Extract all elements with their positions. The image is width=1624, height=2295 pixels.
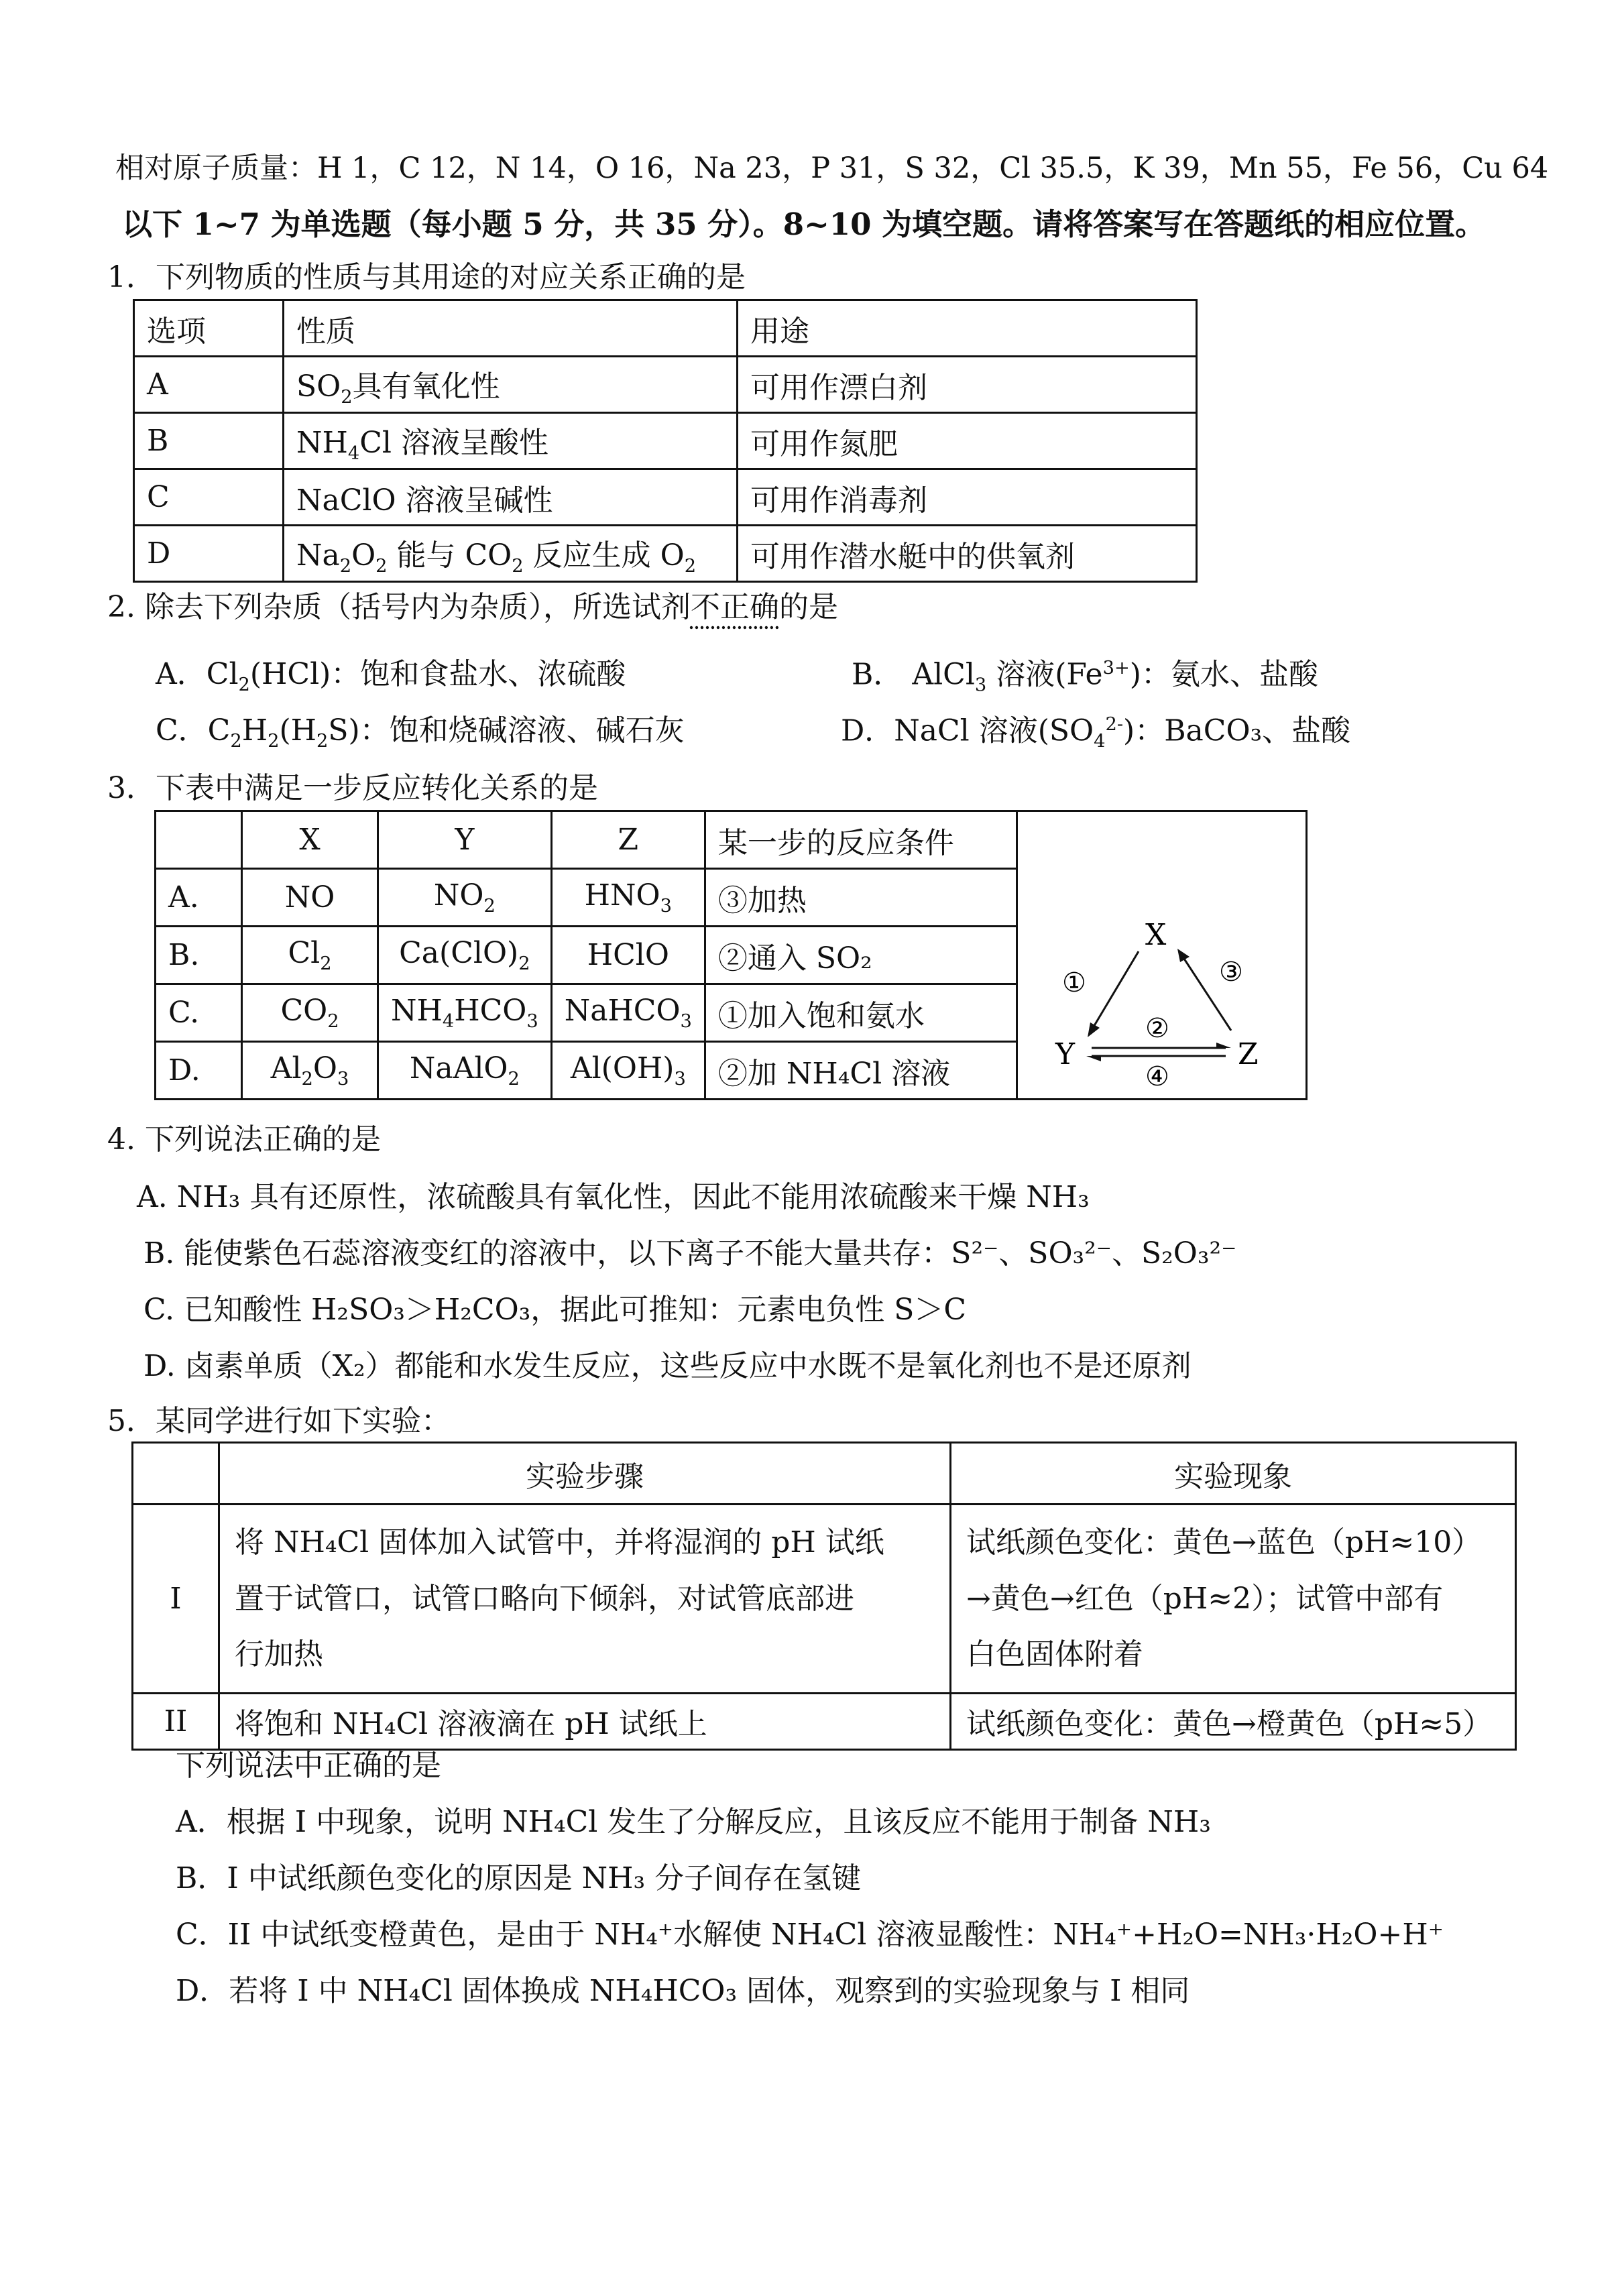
- q1-header-property: 性质: [284, 300, 738, 357]
- q3-header-condition: 某一步的反应条件: [705, 811, 1017, 869]
- q3-row-label: A.: [156, 869, 242, 927]
- q3-z: NaHCO$_3$: [551, 984, 705, 1042]
- q4-option-c: C. 已知酸性 H₂SO₃＞H₂CO₃，据此可推知：元素电负性 S＞C: [143, 1293, 967, 1327]
- q1-row-a: [134, 357, 1197, 413]
- q3-y: NaAlO$_2$: [378, 1042, 552, 1100]
- q1-header-option: 选项: [134, 300, 284, 357]
- q3-y: $NH_4HCO_3$: [378, 984, 552, 1042]
- q5-step: 将饱和 NH₄Cl 溶液滴在 pH 试纸上: [219, 1693, 951, 1749]
- q3-z: HClO: [551, 927, 705, 984]
- q1-option-label: B: [134, 413, 284, 469]
- q1-stem: 1．下列物质的性质与其用途的对应关系正确的是: [107, 260, 746, 294]
- q4-stem: 4. 下列说法正确的是: [107, 1122, 381, 1157]
- q5-row-2: [133, 1693, 1516, 1749]
- q5-option-c: C．II 中试纸变橙黄色，是由于 NH₄⁺水解使 NH₄Cl 溶液显酸性：NH₄⁺+H₂O=NH₃·H₂O+H⁺: [176, 1918, 1444, 1952]
- diagram-step-2: ②: [1145, 1013, 1169, 1044]
- q5-option-b: B．I 中试纸颜色变化的原因是 NH₃ 分子间存在氢键: [176, 1861, 862, 1895]
- q5-observation: 试纸颜色变化：黄色→橙黄色（pH≈5）: [951, 1693, 1516, 1749]
- arrow-head: [1086, 1056, 1101, 1061]
- q1-property: $Na_2O_2$ 能与 $CO_2$ 反应生成 $O_2$: [284, 526, 738, 582]
- q1-table: [133, 299, 1198, 583]
- q1-property: $NH_4Cl$ 溶液呈酸性: [284, 413, 738, 469]
- q1-header-use: 用途: [738, 300, 1197, 357]
- q5-option-d: D．若将 I 中 NH₄Cl 固体换成 NH₄HCO₃ 固体，观察到的实验现象与 I 相同: [176, 1974, 1190, 2008]
- q3-x: $CO_2$: [242, 984, 378, 1042]
- q3-x: $Cl_2$: [242, 927, 378, 984]
- arrow-head: [1216, 1043, 1231, 1048]
- diagram-step-4: ④: [1145, 1061, 1169, 1091]
- q3-table: [154, 810, 1308, 1100]
- q3-x: NO: [242, 869, 378, 927]
- q3-row-label: C.: [156, 984, 242, 1042]
- diagram-node-z: Z: [1237, 1037, 1259, 1071]
- q3-y: $Ca(ClO)_2$: [378, 927, 552, 984]
- q2-option-c: C．$C_2H_2(H_2S)$：饱和烧碱溶液、碱石灰: [156, 713, 685, 752]
- q1-use: 可用作消毒剂: [738, 469, 1197, 526]
- q5-observation: 试纸颜色变化：黄色→蓝色（pH≈10） →黄色→红色（pH≈2）；试管中部有 白色固体附着: [951, 1505, 1516, 1694]
- q3-z: $Al(OH)_3$: [551, 1042, 705, 1100]
- q1-row-c: [134, 469, 1197, 526]
- q5-header-observations: 实验现象: [951, 1443, 1516, 1505]
- q3-condition: ①加入饱和氨水: [705, 984, 1017, 1042]
- diagram-node-x: X: [1145, 918, 1167, 952]
- q5-option-a: A．根据 I 中现象，说明 NH₄Cl 发生了分解反应，且该反应不能用于制备 NH₃: [176, 1805, 1211, 1839]
- q2-option-a: A．$Cl_2(HCl)$：饱和食盐水、浓硫酸: [156, 657, 626, 695]
- diagram-step-1: ①: [1061, 967, 1086, 998]
- q5-table: [131, 1441, 1517, 1751]
- q3-stem: 3．下表中满足一步反应转化关系的是: [107, 771, 598, 805]
- q2-stem: 2. 除去下列杂质（括号内为杂质），所选试剂不正确的是: [107, 590, 838, 624]
- q1-use: 可用作漂白剂: [738, 357, 1197, 413]
- q5-header-blank: [133, 1443, 219, 1505]
- arrow-head: [1088, 1022, 1100, 1037]
- q1-use: 可用作氮肥: [738, 413, 1197, 469]
- q1-use: 可用作潜水艇中的供氧剂: [738, 526, 1197, 582]
- q1-property: $SO_2$具有氧化性: [284, 357, 738, 413]
- q5-prompt: 下列说法中正确的是: [176, 1749, 441, 1783]
- q3-header-y: Y: [378, 811, 552, 869]
- q4-option-d: D. 卤素单质（X₂）都能和水发生反应，这些反应中水既不是氧化剂也不是还原剂: [143, 1349, 1192, 1383]
- q1-property: NaClO 溶液呈碱性: [284, 469, 738, 526]
- q3-x: $Al_2O_3$: [242, 1042, 378, 1100]
- q3-header-z: Z: [551, 811, 705, 869]
- q5-stem: 5．某同学进行如下实验：: [107, 1404, 451, 1438]
- q1-option-label: D: [134, 526, 284, 582]
- arrow-x-to-y: [1093, 951, 1139, 1028]
- q5-step: 将 NH₄Cl 固体加入试管中，并将湿润的 pH 试纸 置于试管口，试管口略向下倾斜，对试管底部进 行加热: [219, 1505, 951, 1694]
- q3-condition: ③加热: [705, 869, 1017, 927]
- q3-row-label: B.: [156, 927, 242, 984]
- q3-cycle-diagram: [1018, 849, 1299, 1091]
- q3-row-label: D.: [156, 1042, 242, 1100]
- q5-row-label: I: [133, 1505, 219, 1694]
- q3-y: $NO_2$: [378, 869, 552, 927]
- q1-option-label: A: [134, 357, 284, 413]
- arrow-head: [1177, 949, 1190, 962]
- q3-condition: ②通入 SO₂: [705, 927, 1017, 984]
- q5-row-label: II: [133, 1693, 219, 1749]
- q2-option-b: B． AlCl$_3$ 溶液$(Fe^{3+})$：氨水、盐酸: [852, 657, 1318, 696]
- q1-row-d: [134, 526, 1197, 582]
- q5-header-steps: 实验步骤: [219, 1443, 951, 1505]
- q5-row-1: [133, 1505, 1516, 1694]
- q3-z: $HNO_3$: [551, 869, 705, 927]
- q4-option-b: B. 能使紫色石蕊溶液变红的溶液中，以下离子不能大量共存：S²⁻、SO₃²⁻、S₂O₃²⁻: [143, 1236, 1237, 1271]
- q3-header-blank: [156, 811, 242, 869]
- q3-condition: ②加 NH₄Cl 溶液: [705, 1042, 1017, 1100]
- q2-option-d: D．NaCl 溶液$(SO_4^{2-})$：BaCO₃、盐酸: [841, 713, 1351, 752]
- atomic-masses: 相对原子质量：H 1，C 12，N 14，O 16，Na 23，P 31，S 32，Cl 35.5，K 39，Mn 55，Fe 56，Cu 64: [115, 152, 1549, 185]
- instructions: 以下 1~7 为单选题（每小题 5 分，共 35 分）。8~10 为填空题。请将答案写在答题纸的相应位置。: [122, 207, 1486, 242]
- q1-row-b: [134, 413, 1197, 469]
- q3-diagram-cell: [1017, 811, 1306, 1100]
- diagram-step-3: ③: [1218, 957, 1243, 988]
- q3-header-x: X: [242, 811, 378, 869]
- q1-option-label: C: [134, 469, 284, 526]
- diagram-node-y: Y: [1055, 1037, 1075, 1071]
- q4-option-a: A. NH₃ 具有还原性，浓硫酸具有氧化性，因此不能用浓硫酸来干燥 NH₃: [137, 1180, 1090, 1214]
